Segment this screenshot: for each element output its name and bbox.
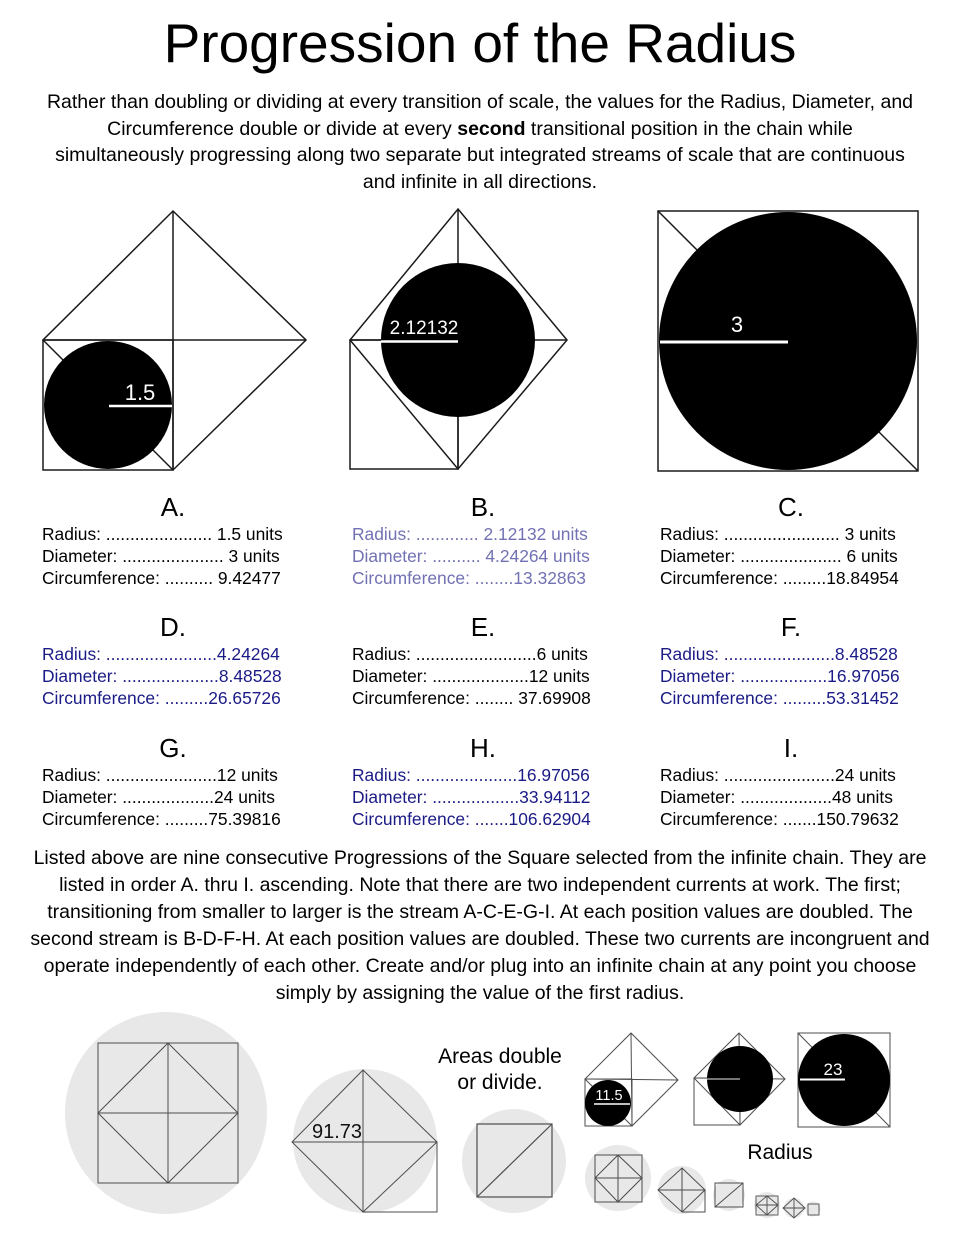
intro-text-before: Rather than doubling or dividing at every transition of scale, the values for the Radius, Diameter, and Circumference double or divide at every <box>46 91 914 140</box>
diameter-row: Diameter: .......... 4.24264 units <box>352 546 590 567</box>
block-g-values <box>42 764 304 831</box>
radius-row: Radius: ............. 2.12132 units <box>352 524 588 544</box>
radius-caption: Radius <box>747 1141 813 1164</box>
radius-row: Radius: ........................ 3 units <box>660 524 896 544</box>
data-block-h <box>352 735 614 831</box>
block-f-header: F. <box>780 612 802 642</box>
radius-row: Radius: .....................16.97056 <box>352 765 590 785</box>
radius-value-label: 11.5 <box>595 1088 623 1104</box>
block-a-values <box>42 523 304 590</box>
diagram-a-square-progression <box>42 209 308 473</box>
block-g-header: G. <box>159 733 187 763</box>
circumference-row: Circumference: ........13.32863 <box>352 568 586 589</box>
block-h-values <box>352 764 614 831</box>
block-c-values <box>660 523 922 590</box>
figure-mini-b <box>694 1033 785 1125</box>
radius-row: Radius: .......................12 units <box>42 765 278 785</box>
block-e-values <box>352 643 614 710</box>
radius-row: Radius: ...................... 1.5 units <box>42 524 283 544</box>
radius-value-label: 23 <box>823 1060 843 1079</box>
diameter-row: Diameter: ..................33.94112 <box>352 787 591 808</box>
diameter-row: Diameter: ..................... 3 units <box>42 546 280 567</box>
block-d-values <box>42 643 304 710</box>
block-i-values <box>660 764 922 831</box>
intro-bold-word: second <box>457 117 526 140</box>
intro-paragraph <box>40 89 920 195</box>
radius-value-label: 2.12132 <box>389 318 459 339</box>
block-b-header: B. <box>470 492 496 522</box>
figure-diamond-91-73 <box>292 1069 437 1213</box>
block-i-header: I. <box>783 733 799 763</box>
data-block-f <box>660 614 922 710</box>
data-block-i <box>660 735 922 831</box>
body-paragraph: Listed above are nine consecutive Progressions of the Square selected from the infinite chain. They are listed in order A. thru I. ascending. Note that there are two independent currents at work. The first; transitioning from smaller to larger is the stream A-C-E-G-I. At each position values are doubled. The second stream is B-D-F-H. At each position values are doubled. These two currents are incongruent and operate independently of each other. Create and/or plug into an infinite chain at any point you choose simply by assigning the value of the first radius. <box>30 847 930 1004</box>
radius-row: Radius: .......................24 units <box>660 765 896 785</box>
radius-row: Radius: .......................4.24264 <box>42 644 280 664</box>
radius-value-label: 91.73 <box>311 1121 363 1143</box>
block-f-values <box>660 643 922 710</box>
figure-mini-c <box>798 1033 890 1127</box>
diameter-row: Diameter: ..................16.97056 <box>660 666 900 687</box>
chain-figure-6 <box>806 1202 821 1217</box>
circumference-row: Circumference: .........75.39816 <box>42 809 281 830</box>
data-block-c <box>660 494 922 590</box>
block-b-values <box>352 523 614 590</box>
block-h-header: H. <box>470 733 496 763</box>
data-block-a <box>42 494 304 590</box>
circumference-row: Circumference: .........26.65726 <box>42 688 281 709</box>
chain-figure-5 <box>783 1198 805 1218</box>
circumference-row: Circumference: .........18.84954 <box>660 568 899 589</box>
block-e-header: E. <box>470 612 496 642</box>
figure-square-in-circle-large <box>65 1012 267 1214</box>
data-block-d <box>42 614 304 710</box>
diagram-c-square-progression <box>657 210 919 472</box>
chain-figure-3 <box>713 1179 745 1211</box>
block-c-header: C. <box>778 492 804 522</box>
page-title: Progression of the Radius <box>163 12 797 74</box>
block-a-header: A. <box>160 492 186 522</box>
figure-mini-a <box>585 1033 678 1126</box>
circumference-row: Circumference: ........ 37.69908 <box>352 688 591 709</box>
chain-figure-1 <box>585 1145 651 1211</box>
radius-row: Radius: .......................8.48528 <box>660 644 898 664</box>
figure-square-single-diagonal <box>462 1109 566 1213</box>
diagram-b-square-progression <box>349 207 569 471</box>
block-d-header: D. <box>160 612 186 642</box>
circumference-row: Circumference: .......150.79632 <box>660 809 899 830</box>
data-block-e <box>352 614 614 710</box>
inscribed-circle <box>381 263 535 417</box>
radius-value-label: 1.5 <box>124 380 156 405</box>
chain-figure-4 <box>754 1192 780 1218</box>
chain-figure-2 <box>658 1166 706 1214</box>
diameter-row: Diameter: ...................24 units <box>42 787 275 808</box>
areas-label-line1: Areas double <box>438 1045 562 1068</box>
diameter-row: Diameter: ...................48 units <box>660 787 893 808</box>
areas-label-line2: or divide. <box>457 1071 543 1094</box>
shrinking-chain <box>585 1145 821 1218</box>
circumference-row: Circumference: .........53.31452 <box>660 688 899 709</box>
radius-row: Radius: .........................6 units <box>352 644 588 664</box>
circumference-row: Circumference: .......... 9.42477 <box>42 568 281 589</box>
bottom-figures <box>0 1005 960 1242</box>
radius-value-label: 3 <box>730 312 744 337</box>
data-block-b <box>352 494 614 590</box>
diameter-row: Diameter: ....................12 units <box>352 666 590 687</box>
diameter-row: Diameter: ....................8.48528 <box>42 666 282 687</box>
data-block-g <box>42 735 304 831</box>
diameter-row: Diameter: ..................... 6 units <box>660 546 898 567</box>
circumference-row: Circumference: .......106.62904 <box>352 809 591 830</box>
intro-text-after: transitional position in the chain while simultaneously progressing along two separate but integrated streams of scale that are continuous and infinite in all directions. <box>55 117 905 193</box>
